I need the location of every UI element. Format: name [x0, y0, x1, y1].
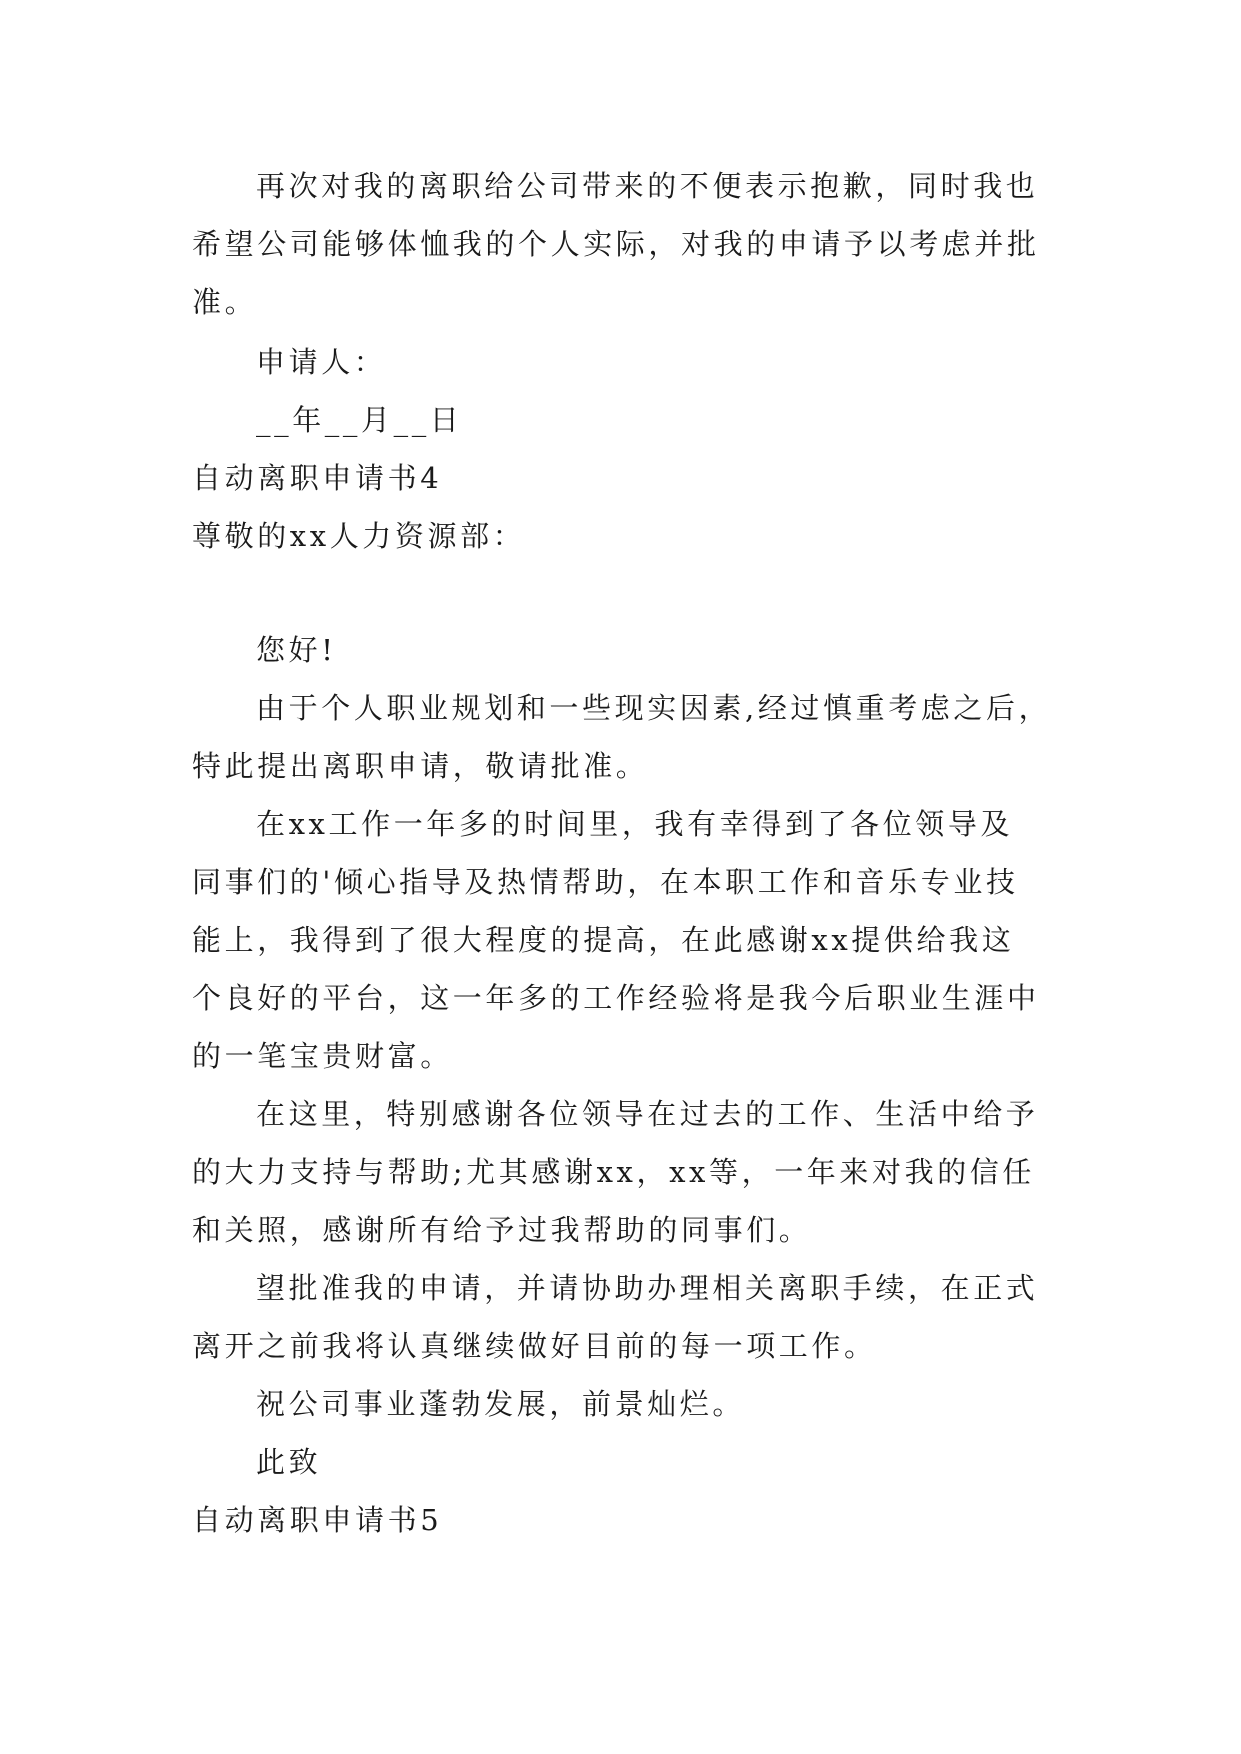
section-heading: 自动离职申请书4: [192, 461, 443, 495]
paragraph-line: 希望公司能够体恤我的个人实际，对我的申请予以考虑并批: [192, 227, 1040, 261]
paragraph-line: 特此提出离职申请，敬请批准。: [192, 749, 649, 783]
paragraph-line: 在这里，特别感谢各位领导在过去的工作、生活中给予: [256, 1097, 1039, 1131]
paragraph-line: 由于个人职业规划和一些现实因素,经过慎重考虑之后，: [256, 691, 1052, 725]
paragraph-line: 同事们的'倾心指导及热情帮助，在本职工作和音乐专业技: [192, 865, 1019, 899]
signature-label: 申请人：: [256, 345, 387, 379]
paragraph-line: 望批准我的申请，并请协助办理相关离职手续，在正式: [256, 1271, 1039, 1305]
paragraph-line: 能上，我得到了很大程度的提高，在此感谢xx提供给我这: [192, 923, 1015, 957]
paragraph-line: 离开之前我将认真继续做好目前的每一项工作。: [192, 1329, 877, 1363]
paragraph-line: 再次对我的离职给公司带来的不便表示抱歉，同时我也: [256, 169, 1039, 203]
paragraph-line: 个良好的平台，这一年多的工作经验将是我今后职业生涯中: [192, 981, 1040, 1015]
salutation: 尊敬的xx人力资源部：: [192, 519, 526, 553]
date-line: __年__月__日: [256, 403, 463, 437]
paragraph-line: 和关照，感谢所有给予过我帮助的同事们。: [192, 1213, 812, 1247]
paragraph-line: 的一笔宝贵财富。: [192, 1039, 453, 1073]
section-heading: 自动离职申请书5: [192, 1503, 443, 1537]
greeting: 您好!: [256, 633, 337, 667]
paragraph-line: 的大力支持与帮助;尤其感谢xx，xx等，一年来对我的信任: [192, 1155, 1035, 1189]
paragraph-line: 祝公司事业蓬勃发展，前景灿烂。: [256, 1387, 746, 1421]
paragraph-line: 在xx工作一年多的时间里，我有幸得到了各位领导及: [256, 807, 1014, 841]
paragraph-line: 准。: [192, 285, 258, 319]
closing-line: 此致: [256, 1445, 322, 1479]
